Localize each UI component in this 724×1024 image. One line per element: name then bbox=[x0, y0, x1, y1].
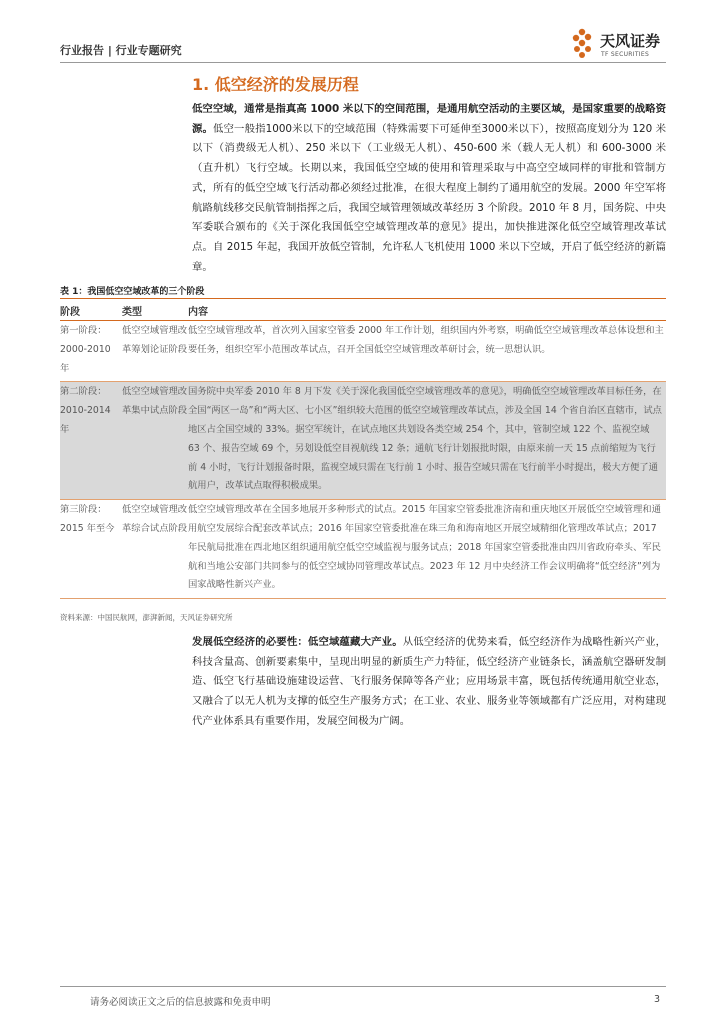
stage-cell: 第一阶段：2000-2010 年 bbox=[60, 321, 122, 382]
report-category: 行业报告 | 行业专题研究 bbox=[60, 44, 182, 57]
table-row bbox=[60, 500, 666, 599]
content-cell: 低空空域管理改革，首次列入国家空管委 2000 年工作计划，组织国内外考察，明确低空空域管理改革总体设想和主要任务，组织空军小范围改革试点，召开全国低空空域管理改革研讨会，统一思想认识。 bbox=[188, 321, 666, 382]
table-row bbox=[60, 382, 666, 500]
type-cell: 低空空域管理改革综合试点阶段 bbox=[122, 500, 188, 599]
content-cell: 低空空域管理改革在全国多地展开多种形式的试点。2015 年国家空管委批准济南和重庆地区开展低空空域管理和通用航空发展综合配套改革试点；2016 年国家空管委批准在珠三角和海南地区开展空域精细化管理改革试点；2017 年民航局批准在西北地区组织通用航空低空空域监视与服务试点；2018 年国家空管委批准由四川省政府牵头、军民航和当地公安部门共同参与的低空空域协同管理改革试点。2023 年 12 月中央经济工作会议明确将“低空经济”列为国家战略性新兴产业。 bbox=[188, 500, 666, 599]
header-stage: 阶段 bbox=[60, 300, 122, 321]
type-cell: 低空空域管理改革集中试点阶段 bbox=[122, 382, 188, 500]
section-title: 1. 低空经济的发展历程 bbox=[192, 75, 359, 94]
stage-cell: 第三阶段：2015 年至今 bbox=[60, 500, 122, 599]
header-content: 内容 bbox=[188, 300, 666, 321]
page-number: 3 bbox=[654, 994, 661, 1005]
necessity-paragraph bbox=[192, 633, 666, 732]
stage-cell: 第二阶段：2010-2014 年 bbox=[60, 382, 122, 500]
header-type: 类型 bbox=[122, 300, 188, 321]
intro-lead: 低空空域，通常是指真高 1000 米以下的空间范围，是通用航空活动的主要区域，是国家重要的战略资源。 bbox=[192, 103, 666, 135]
necessity-lead: 发展低空经济的必要性：低空域蕴藏大产业。 bbox=[192, 636, 403, 648]
table-caption: 表 1：我国低空空域改革的三个阶段 bbox=[60, 287, 205, 297]
reform-stages-table bbox=[60, 300, 666, 599]
type-cell: 低空空域管理改革筹划论证阶段 bbox=[122, 321, 188, 382]
footer-disclaimer: 请务必阅读正文之后的信息披露和免责申明 bbox=[90, 997, 271, 1008]
footer-divider bbox=[60, 986, 666, 987]
intro-body: 低空一般指1000米以下的空域范围（特殊需要下可延伸至3000米以下），按照高度划分为 120 米以下（消费级无人机）、250 米以下（工业级无人机）、450-600 米（载人无人机）和 600-3000 米（直升机）飞行空域。长期以来，我国低空空域的使用和管理采取与中高空空域同样的审批和管制方式，所有的低空空域飞行活动都必须经过批准，在很大程度上制约了通用航空的发展。2000 年空军将航路航线移交民航管制指挥之后，我国空域管理领域改革经历 3 个阶段。2010 年 8 月，国务院、中央军委联合颁布的《关于深化我国低空空域管理改革的意见》提出，加快推进深化低空空域管理改革试点。自 2015 年起，我国开放低空管制，允许私人飞机使用 1000 米以下空域，开启了低空经济的新篇章。 bbox=[192, 122, 667, 273]
table-header-row bbox=[60, 300, 666, 321]
table-top-rule bbox=[60, 298, 666, 299]
necessity-body: 从低空经济的优势来看，低空经济作为战略性新兴产业，科技含量高、创新要素集中，呈现出明显的新质生产力特征，低空经济产业链条长，涵盖航空器研发制造、低空飞行基础设施建设运营、飞行服务保障等各产业；应用场景丰富，既包括传统通用航空业态，又融合了以无人机为支撑的低空生产服务方式；在工业、农业、服务业等领域都有广泛应用，对构建现代产业体系具有重要作用，发展空间极为广阔。 bbox=[192, 636, 667, 727]
content-cell: 国务院中央军委 2010 年 8 月下发《关于深化我国低空空域管理改革的意见》，明确低空空域管理改革目标任务，在全国“两区一岛”和“两大区、七小区”组织较大范围的低空空域管理改革试点，涉及全国 14 个省自治区直辖市，试点地区占全国空域的 33%。据空军统计，在试点地区共划设各类空域 254 个，其中，管制空域 122 个、监视空域 63 个、报告空域 69 个，另划设低空目视航线 12 条；通航飞行计划报批时限，由原来前一天 15 点前缩短为飞行前 4 小时，飞行计划报备时限，监视空域只需在飞行前 1 小时、报告空域只需在飞行前半小时提出，极大方便了通航用户，改革试点取得积极成果。 bbox=[188, 382, 666, 500]
logo-name: 天风证券 bbox=[600, 32, 661, 50]
logo-subtitle: TF SECURITIES bbox=[601, 51, 650, 58]
table-row bbox=[60, 321, 666, 382]
table-source: 资料来源：中国民航网，澎湃新闻，天风证券研究所 bbox=[60, 613, 233, 622]
intro-paragraph bbox=[192, 100, 666, 277]
